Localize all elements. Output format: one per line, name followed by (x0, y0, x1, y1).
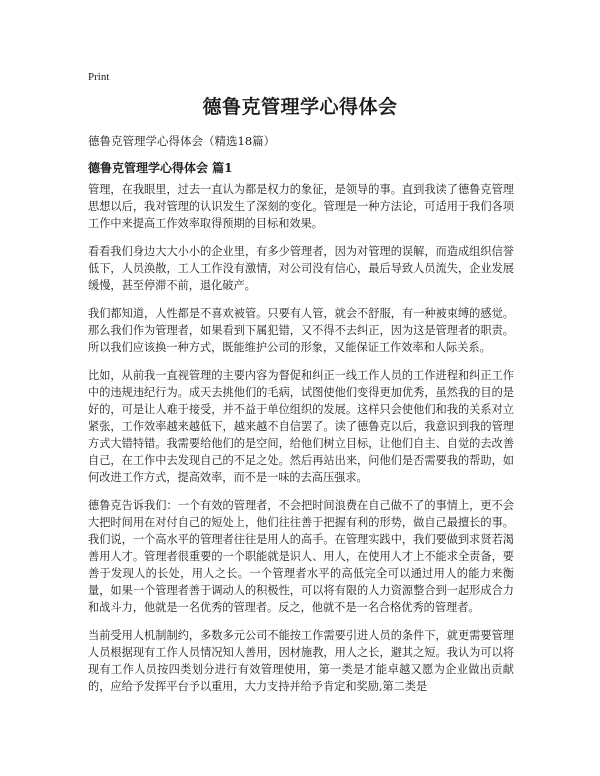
document-subtitle: 德鲁克管理学心得体会（精选18篇） (88, 134, 276, 148)
section-heading: 德鲁克管理学心得体会 篇1 (88, 161, 233, 175)
article-body (88, 181, 514, 706)
paragraph: 德鲁克告诉我们：一个有效的管理者，不会把时间浪费在自己做不了的事情上，更不会大把时间用在对付自己的短处上，他们往往善于把握有利的形势，做自己最擅长的事。我们说，一个高水平的管理者往往是用人的高手。在管理实践中，我们要做到求贤若渴善用人才。管理者很重要的一个职能就是识人、用人，在使用人才上不能求全责备，要善于发现人的长处，用人之长。一个管理者水平的高低完全可以通过用人的能力来衡量，如果一个管理者善于调动人的积极性，可以将有限的人力资源整合到一起形成合力和战斗力，他就是一名优秀的管理者。反之，他就不是一名合格优秀的管理者。 (88, 499, 514, 614)
paragraph: 我们都知道，人性都是不喜欢被管。只要有人管，就会不舒服，有一种被束缚的感觉。那么我们作为管理者，如果看到下属犯错，又不得不去纠正，因为这是管理者的职责。所以我们应该换一种方式，既能维护公司的形象，又能保证工作效率和人际关系。 (88, 307, 514, 354)
paragraph: 当前受用人机制制约，多数多元公司不能按工作需要引进人员的条件下，就更需要管理人员根据现有工作人员情况知人善用，因材施教，用人之长，避其之短。我认为可以将现有工作人员按四类划分进行有效管理使用，第一类是才能卓越又愿为企业做出贡献的，应给予发挥平台予以重用，大力支持并给予肯定和奖励,第二类是 (88, 629, 514, 693)
print-link[interactable]: Print (88, 71, 110, 83)
paragraph: 管理，在我眼里，过去一直认为都是权力的象征，是领导的事。直到我读了德鲁克管理思想以后，我对管理的认识发生了深刻的变化。管理是一种方法论，可适用于我们各项工作中来提高工作效率取得预期的目标和效果。 (88, 183, 514, 230)
paragraph: 比如，从前我一直视管理的主要内容为督促和纠正一线工作人员的工作进程和纠正工作中的违规违纪行为。成天去挑他们的毛病，试图使他们变得更加优秀，虽然我的目的是好的，可是让人难于接受，并不益于单位组织的发展。这样只会使他们和我的关系对立紧张，工作效率越来越低下，越来越不自信罢了。读了德鲁克以后，我意识到我的管理方式大错特错。我需要给他们的是空间，给他们树立目标，让他们自主、自觉的去改善自己，在工作中去发现自己的不足之处。然后再站出来，问他们是否需要我的帮助，如何改进工作方式，提高效率，而不是一味的去高压强求。 (88, 369, 514, 484)
paragraph: 看看我们身边大大小小的企业里，有多少管理者，因为对管理的误解，而造成组织信誉低下，人员涣散，工人工作没有激情，对公司没有信心，最后导致人员流失，企业发展缓慢，甚至停滞不前，退化破产。 (88, 245, 514, 292)
page-title: 德鲁克管理学心得体会 (202, 96, 398, 118)
